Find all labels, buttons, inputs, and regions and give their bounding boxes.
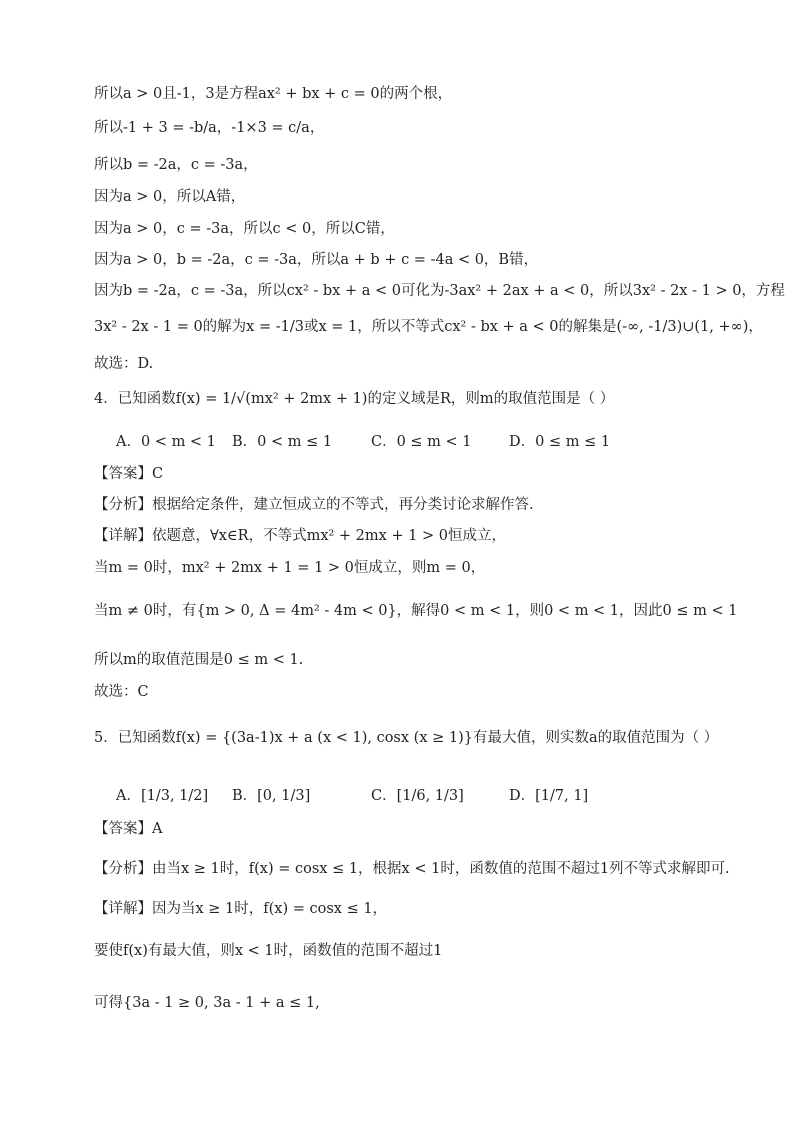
- detail-tag: 【详解】: [94, 528, 152, 544]
- detail-tag: 【详解】: [94, 901, 152, 917]
- option-c: C．[1/6, 1/3]: [371, 788, 464, 804]
- option-b: B．[0, 1/3]: [232, 788, 311, 804]
- detail-text: 依题意，∀x∈R，不等式mx² + 2mx + 1 > 0恒成立，: [152, 528, 507, 544]
- solution-line: 3x² - 2x - 1 = 0的解为x = -1/3或x = 1，所以不等式cx² - bx + a < 0的解集是(-∞, -1/3)∪(1, +∞)，: [94, 319, 763, 335]
- solution-line: 因为a > 0，所以A错，: [94, 189, 246, 205]
- solution-line: 所以a > 0且-1，3是方程ax² + bx + c = 0的两个根，: [94, 86, 453, 102]
- answer-value: A: [152, 821, 163, 837]
- answer-tag: 【答案】: [94, 821, 152, 837]
- detail-line: 当m ≠ 0时，有{m > 0, Δ = 4m² - 4m < 0}，解得0 < m < 1，则0 < m < 1，因此0 ≤ m < 1: [94, 603, 738, 619]
- analysis-text: 根据给定条件，建立恒成立的不等式，再分类讨论求解作答.: [152, 497, 534, 513]
- solution-line: 所以b = -2a，c = -3a，: [94, 157, 258, 173]
- answer-tag: 【答案】: [94, 466, 152, 482]
- solution-line: 因为a > 0，c = -3a，所以c < 0，所以C错，: [94, 221, 395, 237]
- choice-conclusion: 故选：C: [94, 684, 149, 700]
- option-a: A．[1/3, 1/2]: [116, 788, 209, 804]
- option-d: D．0 ≤ m ≤ 1: [509, 434, 611, 450]
- detail-text: 因为当x ≥ 1时，f(x) = cosx ≤ 1，: [152, 901, 388, 917]
- analysis-line: [94, 495, 534, 515]
- option-d: D．[1/7, 1]: [509, 788, 589, 804]
- detail-line: 可得{3a - 1 ≥ 0, 3a - 1 + a ≤ 1,: [94, 995, 320, 1011]
- answer-line: [94, 819, 162, 839]
- question-stem: 5．已知函数f(x) = {(3a-1)x + a (x < 1), cosx (x ≥ 1)}有最大值，则实数a的取值范围为（ ）: [94, 730, 719, 746]
- solution-line: 因为a > 0，b = -2a，c = -3a，所以a + b + c = -4a < 0，B错，: [94, 252, 539, 268]
- option-a: A．0 < m < 1: [116, 434, 216, 450]
- detail-line: 要使f(x)有最大值，则x < 1时，函数值的范围不超过1: [94, 943, 443, 959]
- option-c: C．0 ≤ m < 1: [371, 434, 472, 450]
- answer-value: C: [152, 466, 164, 482]
- analysis-line: [94, 859, 730, 879]
- analysis-tag: 【分析】: [94, 861, 152, 877]
- detail-line: 所以m的取值范围是0 ≤ m < 1.: [94, 652, 304, 668]
- detail-line: 当m = 0时，mx² + 2mx + 1 = 1 > 0恒成立，则m = 0，: [94, 560, 486, 576]
- choice-conclusion: 故选：D.: [94, 356, 154, 372]
- solution-line: 所以-1 + 3 = -b/a，-1×3 = c/a，: [94, 120, 325, 136]
- analysis-text: 由当x ≥ 1时，f(x) = cosx ≤ 1，根据x < 1时，函数值的范围不超过1列不等式求解即可.: [152, 861, 730, 877]
- question-stem: 4．已知函数f(x) = 1/√(mx² + 2mx + 1)的定义域是R，则m的取值范围是（ ）: [94, 391, 615, 407]
- option-b: B．0 < m ≤ 1: [232, 434, 333, 450]
- detail-line: [94, 899, 387, 919]
- answer-line: [94, 464, 163, 484]
- detail-line: [94, 526, 506, 546]
- analysis-tag: 【分析】: [94, 497, 152, 513]
- solution-line: 因为b = -2a，c = -3a，所以cx² - bx + a < 0可化为-3ax² + 2ax + a < 0，所以3x² - 2x - 1 > 0，方程: [94, 283, 785, 299]
